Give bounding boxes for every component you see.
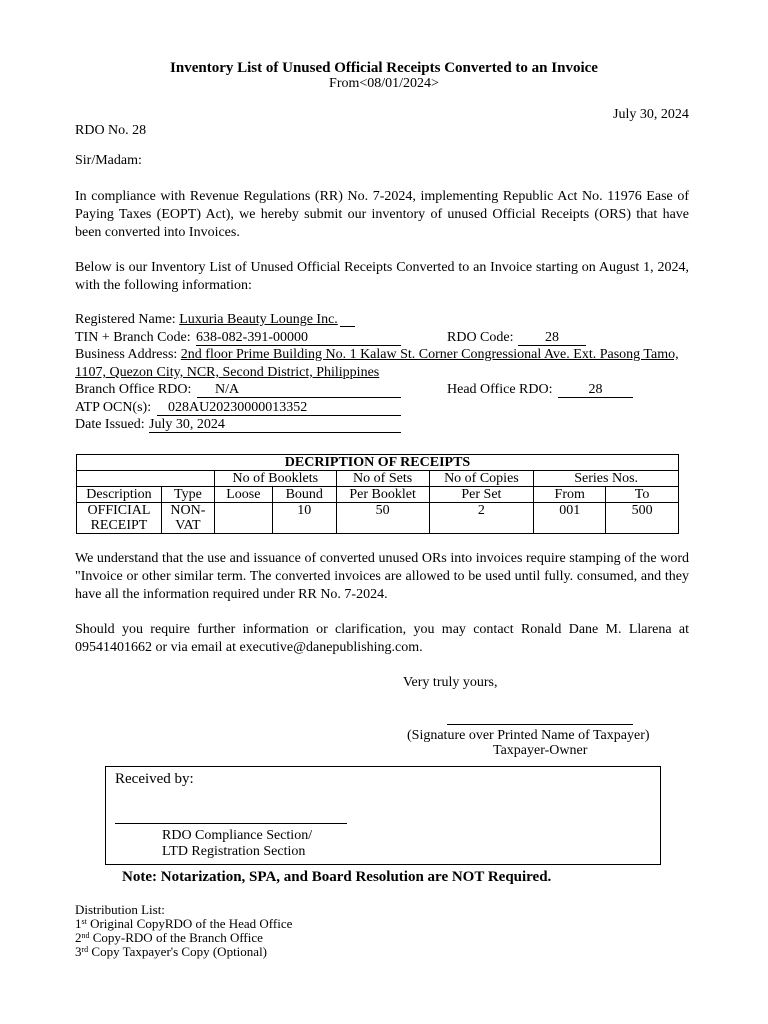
head-rdo-underline <box>558 397 633 398</box>
signature-caption: (Signature over Printed Name of Taxpayer) <box>407 728 650 743</box>
tin-underline <box>196 345 401 346</box>
head-rdo-label: Head Office RDO: <box>447 382 553 397</box>
distribution-text: Original CopyRDO of the Head Office <box>86 916 293 931</box>
table-header: Per Booklet <box>336 487 429 503</box>
table-header: From <box>534 487 606 503</box>
distribution-suffix: st <box>81 917 87 926</box>
atp-label: ATP OCN(s): <box>75 400 152 415</box>
table-group-header: Series Nos. <box>534 471 679 487</box>
tin-label: TIN + Branch Code: <box>75 330 191 345</box>
date-issued-underline <box>149 432 401 433</box>
cell-per-set: 2 <box>429 503 534 534</box>
cell-to: 500 <box>606 503 679 534</box>
table-header: Type <box>161 487 214 503</box>
table-group-header: No of Booklets <box>214 471 336 487</box>
received-section2: LTD Registration Section <box>162 844 306 859</box>
signature-line <box>447 724 633 725</box>
cell-per-booklet: 50 <box>336 503 429 534</box>
registered-name-value: Luxuria Beauty Lounge Inc. <box>179 312 338 327</box>
intro-paragraph: In compliance with Revenue Regulations (RR) No. 7-2024, implementing Republic Act No. 11976 Ease of Paying Taxes (EOPT) Act), we hereby submit our inventory of unused Official Receipts (ORS) that have been converted into Invoices. <box>75 189 689 240</box>
received-label: Received by: <box>115 771 194 787</box>
date-issued-value: July 30, 2024 <box>149 417 225 432</box>
list-intro-paragraph: Below is our Inventory List of Unused Official Receipts Converted to an Invoice starting on August 1, 2024, with the following information: <box>75 260 689 293</box>
tin-value: 638-082-391-00000 <box>196 330 308 345</box>
table-group-header: No of Sets <box>336 471 429 487</box>
contact-paragraph: Should you require further information or clarification, you may contact Ronald Dane M. Llarena at 09541401662 or via email at executive@danepublishing.com. <box>75 622 689 655</box>
rdo-code-value: 28 <box>545 330 559 345</box>
cell-loose <box>214 503 272 534</box>
address-line2: 1107, Quezon City, NCR, Second District, Philippines <box>75 365 380 380</box>
received-section1: RDO Compliance Section/ <box>162 828 313 843</box>
document-subtitle: From<08/01/2024> <box>329 76 439 91</box>
registered-name-label: Registered Name: <box>75 312 176 327</box>
distribution-item <box>75 944 267 960</box>
table-title: DECRIPTION OF RECEIPTS <box>77 455 679 471</box>
cell-bound: 10 <box>272 503 336 534</box>
stamping-paragraph: We understand that the use and issuance of converted unused ORs into invoices require stamping of the word "Invoice or other similar term. The converted invoices are allowed to be used until fully. consumed, and they have all the information required under RR No. 7-2024. <box>75 551 689 602</box>
distribution-num: 1 <box>75 916 82 931</box>
branch-rdo-underline <box>197 397 401 398</box>
cell-type-line2: VAT <box>175 518 201 533</box>
table-header: Description <box>77 487 162 503</box>
branch-rdo-label: Branch Office RDO: <box>75 382 192 397</box>
table-group-header: No of Copies <box>429 471 534 487</box>
rdo-code-underline <box>518 345 586 346</box>
registered-name-row <box>75 312 338 328</box>
table-header: To <box>606 487 679 503</box>
letter-date: July 30, 2024 <box>613 107 689 122</box>
salutation: Sir/Madam: <box>75 153 142 168</box>
atp-value: 028AU20230000013352 <box>168 400 308 415</box>
date-issued-label: Date Issued: <box>75 417 145 432</box>
cell-description-line1: OFFICIAL <box>87 503 151 518</box>
rdo-number: RDO No. 28 <box>75 123 147 138</box>
branch-rdo-value: N/A <box>215 382 240 397</box>
received-signature-line <box>115 823 347 824</box>
closing: Very truly yours, <box>403 675 498 690</box>
signature-role: Taxpayer-Owner <box>493 743 588 758</box>
head-rdo-value: 28 <box>588 382 603 397</box>
cell-type-line1: NON- <box>170 503 206 518</box>
distribution-suffix: rd <box>81 945 89 954</box>
note: Note: Notarization, SPA, and Board Resolution are NOT Required. <box>122 869 552 885</box>
table-group-blank <box>77 471 215 487</box>
distribution-num: 2 <box>75 930 82 945</box>
document-title: Inventory List of Unused Official Receipts Converted to an Invoice <box>170 60 598 76</box>
distribution-suffix: nd <box>81 931 90 940</box>
rdo-code-label: RDO Code: <box>447 330 514 345</box>
table-header: Loose <box>214 487 272 503</box>
atp-underline <box>157 415 401 416</box>
cell-from: 001 <box>534 503 606 534</box>
distribution-text: Copy Taxpayer's Copy (Optional) <box>88 944 268 959</box>
received-box <box>105 766 661 865</box>
cell-description-line2: RECEIPT <box>90 518 148 533</box>
cell-description <box>77 503 162 534</box>
table-header: Bound <box>272 487 336 503</box>
distribution-num: 3 <box>75 944 82 959</box>
cell-type <box>161 503 214 534</box>
table-header: Per Set <box>429 487 534 503</box>
address-label: Business Address: <box>75 347 178 362</box>
address-line1-row <box>75 347 679 363</box>
table-row <box>77 503 679 534</box>
registered-name-underline <box>340 326 355 327</box>
distribution-text: Copy-RDO of the Branch Office <box>89 930 263 945</box>
receipts-table <box>76 454 679 534</box>
distribution-title: Distribution List: <box>75 902 165 917</box>
address-line1: 2nd floor Prime Building No. 1 Kalaw St. Corner Congressional Ave. Ext. Pasong Tamo, <box>180 347 679 362</box>
